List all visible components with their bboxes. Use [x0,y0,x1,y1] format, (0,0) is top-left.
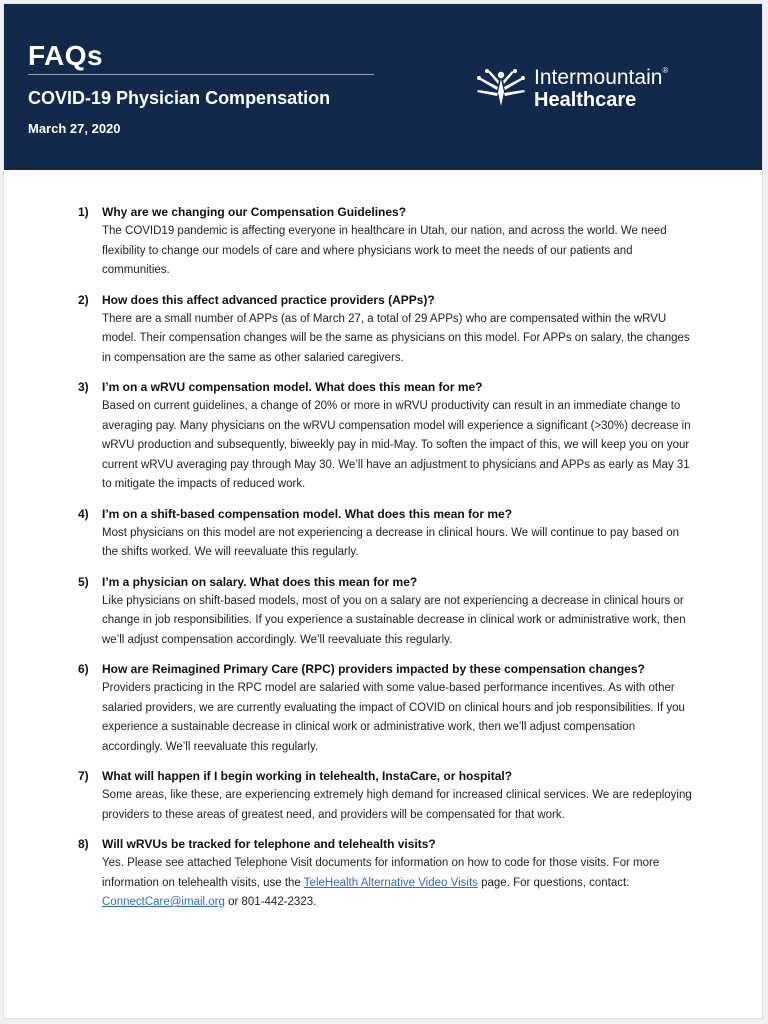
faq-number: 6) [78,662,89,676]
faq-answer: Most physicians on this model are not experiencing a decrease in clinical hours. We will continue to pay based on the shifts worked. We will reevaluate this regularly. [102,526,680,558]
faq-item-1 [78,204,698,281]
faq-question [78,506,698,523]
intermountain-logo-mark-icon [474,66,528,110]
faq-item-6 [78,661,698,757]
logo-name [534,66,668,90]
faq-number: 7) [78,769,89,783]
faq-question-text: Why are we changing our Compensation Guidelines? [102,205,407,219]
faq-item-4 [78,506,698,563]
faq-answer: The COVID19 pandemic is affecting everyone in healthcare in Utah, our nation, and across the world. We need flexibility to change our models of care and where physicians work to meet the needs of our patients and communities. [102,225,667,276]
faq-question [78,204,698,221]
intermountain-logo [474,66,734,116]
faq-question [78,836,698,853]
faq-question-text: How does this affect advanced practice providers (APPs)? [102,292,435,307]
faq-number: 8) [78,837,89,851]
faq-number: 3) [78,380,89,394]
faq-question-text: I’m on a shift-based compensation model. What does this mean for me? [102,506,513,521]
logo-subtitle: Healthcare [534,89,637,111]
faq-number: 1) [78,205,89,219]
telehealth-video-visits-link[interactable]: TeleHealth Alternative Video Visits [303,876,478,889]
faq-number: 2) [78,292,89,307]
faq-question-text: How are Reimagined Primary Care (RPC) providers impacted by these compensation changes? [102,662,645,676]
faq-answer-text: Yes. Please see attached Telephone Visit documents for information on how to code for those visits. For more information on telehealth visits, use the [102,857,660,889]
logo-registered-mark: ® [662,66,669,75]
faq-item-2 [78,292,698,369]
faq-item-5 [78,574,698,651]
faq-number: 4) [78,506,89,521]
connectcare-email-link[interactable]: ConnectCare@imail.org [102,896,225,908]
faq-answer-text: or 801-442-2323. [224,896,317,908]
faq-answer-text: page. For questions, contact: [477,876,630,889]
faq-question [78,574,698,591]
faq-item-8 [78,836,698,913]
faq-answer: There are a small number of APPs (as of March 27, a total of 29 APPs) who are compensated within the wRVU model. Their compensation changes will be the same as physicians on this model. For APPs on salary, the changes in compensation are the same as other salaried caregivers. [102,312,690,364]
faq-question [78,661,698,678]
faq-answer: Based on current guidelines, a change of 20% or more in wRVU productivity can result in an immediate change to averaging pay. Many physicians on the wRVU compensation model will experience a significant (>30%) decrease in wRVU production and subsequently, biweekly pay in mid-May. To soften the impact of this, we will keep you on your current wRVU averaging pay through May 30. We’ll have an adjustment to physicians and APPs as early as May 31 to mitigate the impacts of reduced work. [102,400,691,490]
faq-answer: Like physicians on shift-based models, most of you on a salary are not experiencing a decrease in clinical hours or change in job responsibilities. If you experience a sustainable decrease in clinical work or administrative work, then we’ll adjust compensation accordingly. We’ll reevaluate this regularly. [102,594,686,646]
faq-answer: Providers practicing in the RPC model are salaried with some value-based performance incentives. As with other salaried providers, we are currently evaluating the impact of COVID on clinical hours and job responsibilities. If you experience a sustainable decrease in clinical work or administrative work, then we’ll adjust compensation accordingly. We’ll reevaluate this regularly. [102,682,685,753]
faq-heading: FAQs [28,40,104,71]
document-date: March 27, 2020 [28,121,121,136]
faq-answer: Some areas, like these, are experiencing extremely high demand for increased clinical services. We are redeploying providers to these areas of greatest need, and providers will be compensated for that work. [102,789,692,821]
faq-question-text: Will wRVUs be tracked for telephone and telehealth visits? [102,837,436,851]
faq-question-text: What will happen if I begin working in telehealth, InstaCare, or hospital? [102,769,513,783]
faq-question [78,379,698,396]
faq-list [78,204,698,924]
document-page [3,3,763,1019]
faq-question-text: I’m on a wRVU compensation model. What does this mean for me? [102,380,483,394]
header-divider [28,74,374,75]
faq-item-7 [78,768,698,825]
page-title: COVID-19 Physician Compensation [28,88,331,108]
faq-question [78,292,698,309]
faq-question [78,768,698,785]
faq-item-3 [78,379,698,495]
faq-question-text: I’m a physician on salary. What does this mean for me? [102,574,418,589]
logo-name-text: Intermountain [534,66,663,89]
faq-answer [78,854,698,913]
document-header [4,4,762,170]
faq-number: 5) [78,574,89,589]
